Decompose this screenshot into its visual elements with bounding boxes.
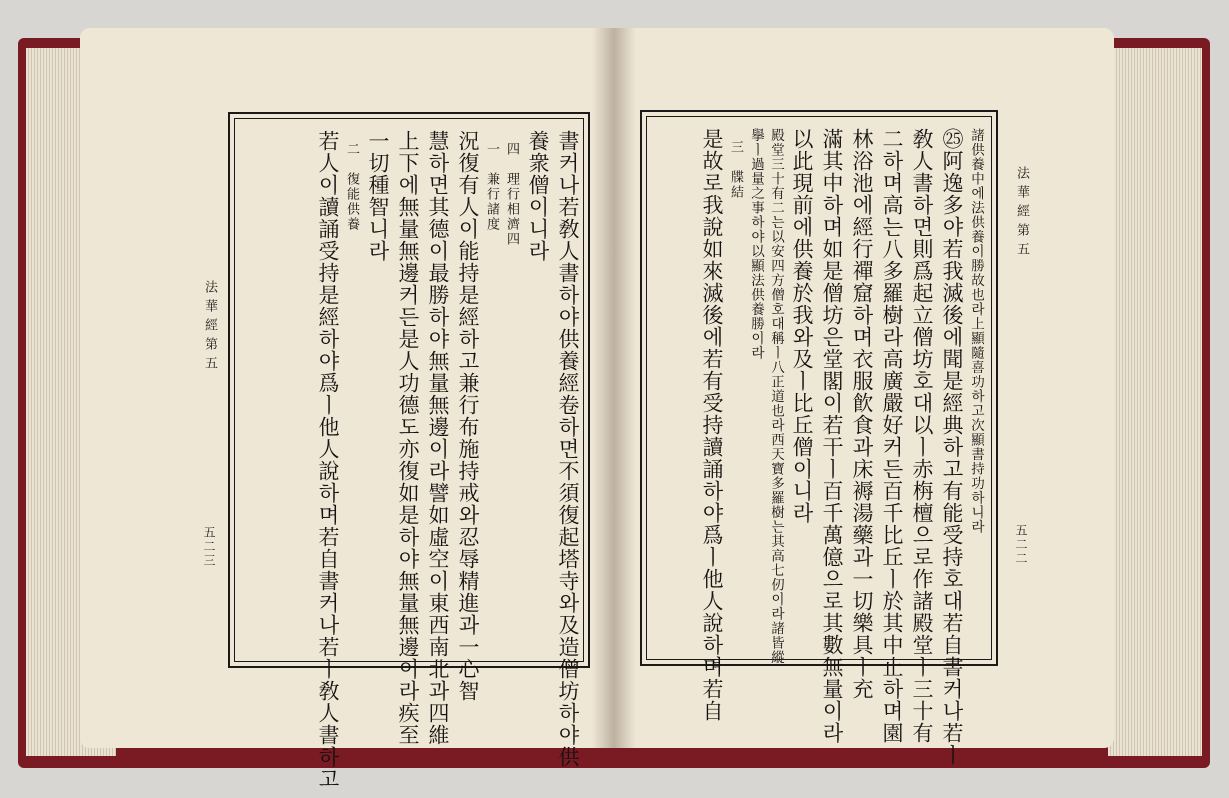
commentary-column: 擧ㅣ過量之事하야以顯法供養勝이라 [748,128,764,360]
running-head-right: 法華經第五 [1014,166,1029,261]
text-column: ㉕阿逸多야若我滅後에聞是經典하고有能受持호대若自書커나若ㅣ [940,128,964,766]
book-gutter [592,28,636,748]
left-text-frame [228,112,590,790]
section-heading: 二 復能供養 [344,142,359,232]
text-column: 慧하면其德이最勝하야無量無邊이라譬如虛空이東西南北과四維 [426,130,450,746]
text-column: 養衆僧이니라 [526,130,550,262]
text-column: 若人이讀誦受持是經하야爲ㅣ他人說하며若自書커나若ㅣ敎人書하고 [316,130,340,790]
right-text-frame [640,110,998,766]
page-number-left: 五二三 [202,526,216,568]
commentary-column: 殿堂三十有二는以安四方僧호대稱ㅣ八正道也라西天寶多羅樹는其高七仞이라諸皆縱 [768,128,784,665]
text-column: 以此現前에供養於我와及ㅣ比丘僧이니라 [790,128,814,524]
section-heading: 三 牒結 [728,140,743,200]
text-column: 是故로我說如來滅後에若有受持讀誦하야爲ㅣ他人說하며若自 [700,128,724,722]
text-column: 二하며高는八多羅樹라高廣嚴好커든百千比丘ㅣ於其中止하며園 [880,128,904,744]
text-column: 敎人書하면則爲起立僧坊호대以ㅣ赤栴檀으로作諸殿堂ㅣ三十有 [910,128,934,744]
running-head-left: 法華經第五 [202,280,217,375]
text-column: 林浴池에經行禪窟하며衣服飮食과床褥湯藥과一切樂具ㅣ充 [850,128,874,700]
text-column: 況復有人이能持是經하고兼行布施持戒와忍辱精進과一心智 [456,130,480,702]
text-column: 書커나若敎人書하야供養經卷하면不須復起塔寺와及造僧坊하야供 [556,130,580,768]
section-heading: 一 兼行諸度 [484,142,499,232]
page-edges-right [1108,48,1202,756]
left-text-columns [244,130,580,790]
page-number-right: 五二二 [1014,524,1028,566]
commentary-column: 諸供養中에法供養이勝故也라上顯隨喜功하고次顯書持功하니라 [968,128,984,534]
section-heading: 四 理行相濟四 [504,142,519,247]
text-column: 滿其中하며如是僧坊은堂閣이若干ㅣ百千萬億으로其數無量이라 [820,128,844,744]
text-column: 一切種智니라 [366,130,390,262]
text-column: 上下에無量無邊커든是人功德도亦復如是하야無量無邊이라疾至 [396,130,420,746]
right-text-columns [654,128,984,766]
